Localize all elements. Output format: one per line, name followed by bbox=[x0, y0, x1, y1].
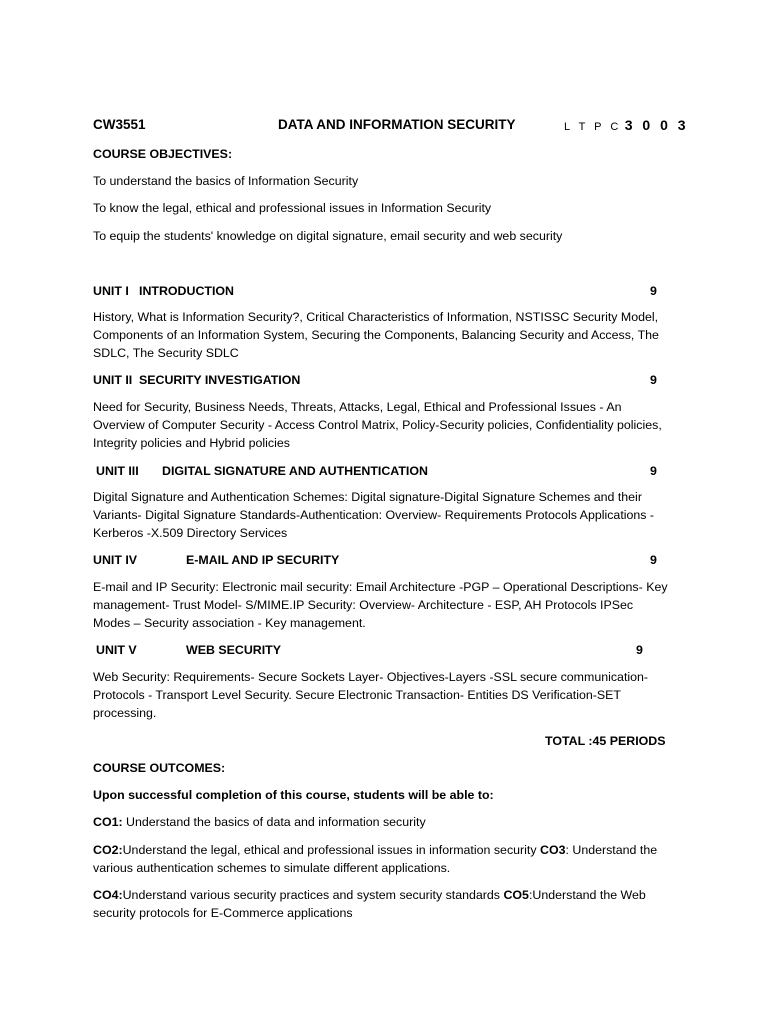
outcome-co1 bbox=[93, 813, 673, 831]
ltpc-label: L T P C bbox=[564, 121, 622, 133]
outcomes-heading: COURSE OUTCOMES: bbox=[93, 761, 226, 775]
outcomes-intro: Upon successful completion of this course, students will be able to: bbox=[93, 788, 494, 802]
co4-text: Understand various security practices and system security standards bbox=[122, 888, 504, 902]
unit-name: WEB SECURITY bbox=[186, 643, 281, 657]
co1-label: CO1: bbox=[93, 815, 123, 829]
course-title: DATA AND INFORMATION SECURITY bbox=[278, 117, 516, 132]
co5-label: CO5 bbox=[503, 888, 529, 902]
unit-label: UNIT I bbox=[93, 284, 129, 298]
ltpc bbox=[564, 116, 689, 136]
objective-item: To equip the students' knowledge on digital signature, email security and web security bbox=[93, 229, 563, 243]
unit-description: Web Security: Requirements- Secure Sockets Layer- Objectives-Layers -SSL secure communication-Protocols - Transport Level Security. Secure Electronic Transaction- Entities DS Verification-SET processing. bbox=[93, 670, 649, 720]
objective-item: To know the legal, ethical and professional issues in Information Security bbox=[93, 201, 492, 215]
unit-description: Digital Signature and Authentication Schemes: Digital signature-Digital Signature Schemes and their Variants- Digital Signature Standards-Authentication: Overview- Requirements Protocols Applications - Kerberos -X.509 Directory Services bbox=[93, 490, 655, 540]
outcome-co4-co5 bbox=[93, 886, 673, 922]
unit-description: History, What is Information Security?, Critical Characteristics of Information, NSTISSC Security Model, Components of an Information System, Securing the Components, Balancing Security and Access, The SDLC, The Security SDLC bbox=[93, 310, 659, 360]
co2-label: CO2: bbox=[93, 843, 123, 857]
ltpc-values: 3 0 0 3 bbox=[624, 117, 689, 133]
unit-hours: 9 bbox=[650, 553, 657, 567]
unit-label: UNIT III bbox=[96, 464, 139, 478]
unit-hours: 9 bbox=[650, 373, 657, 387]
co3-text: : Understand the various authentication schemes to simulate different applications. bbox=[93, 843, 658, 875]
unit-name: INTRODUCTION bbox=[139, 284, 234, 298]
objectives-heading: COURSE OBJECTIVES: bbox=[93, 147, 233, 161]
co4-label: CO4: bbox=[93, 888, 123, 902]
unit-hours: 9 bbox=[636, 643, 643, 657]
unit-hours: 9 bbox=[650, 284, 657, 298]
unit-name: DIGITAL SIGNATURE AND AUTHENTICATION bbox=[162, 464, 428, 478]
outcome-co2-co3 bbox=[93, 841, 673, 877]
unit-name: SECURITY INVESTIGATION bbox=[139, 373, 301, 387]
unit-label: UNIT IV bbox=[93, 553, 138, 567]
unit-hours: 9 bbox=[650, 464, 657, 478]
unit-description: Need for Security, Business Needs, Threats, Attacks, Legal, Ethical and Professional Issues - An Overview of Computer Security - Access Control Matrix, Policy-Security policies, Confidentiality policies, Integrity policies and Hybrid policies bbox=[93, 400, 662, 450]
course-code: CW3551 bbox=[93, 117, 146, 132]
co5-text: :Understand the Web security protocols for E-Commerce applications bbox=[93, 888, 646, 920]
unit-label: UNIT V bbox=[96, 643, 137, 657]
co1-text: Understand the basics of data and information security bbox=[122, 815, 426, 829]
total-periods: TOTAL :45 PERIODS bbox=[545, 734, 666, 748]
unit-label: UNIT II bbox=[93, 373, 133, 387]
co3-label: CO3 bbox=[540, 843, 566, 857]
unit-description: E-mail and IP Security: Electronic mail security: Email Architecture -PGP – Operational Descriptions- Key management- Trust Model- S/MIME.IP Security: Overview- Architecture - ESP, AH Protocols IPSec Modes – Security association - Key management. bbox=[93, 580, 668, 630]
unit-name: E-MAIL AND IP SECURITY bbox=[186, 553, 340, 567]
objective-item: To understand the basics of Information Security bbox=[93, 174, 359, 188]
co2-text: Understand the legal, ethical and professional issues in information security bbox=[122, 843, 540, 857]
